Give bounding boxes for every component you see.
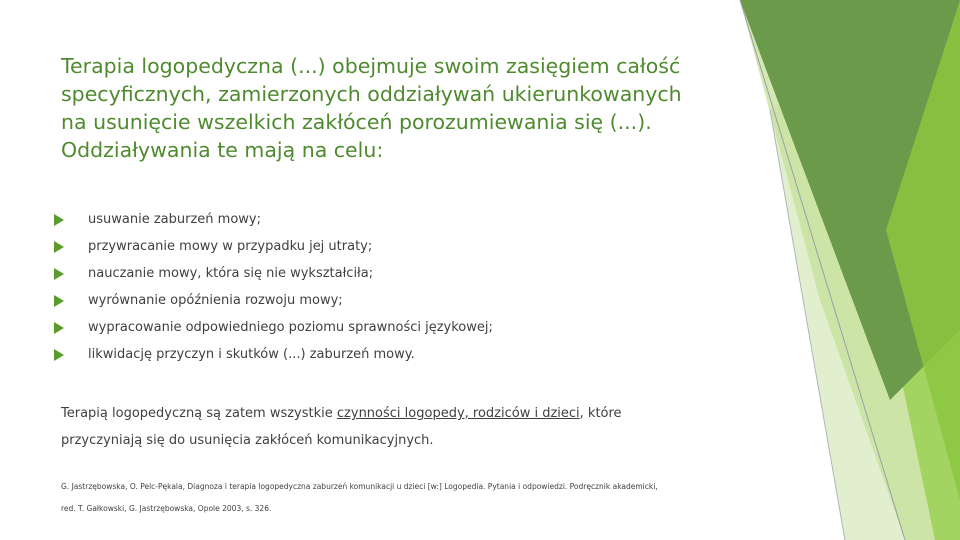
paragraph-line: przyczyniają się do usunięcia zakłóceń komunikacyjnych. [61,433,434,448]
arrow-bullet-icon [54,268,64,280]
slide-title [61,52,741,164]
summary-paragraph [61,400,761,454]
title-line: Oddziaływania te mają na celu: [61,138,384,162]
bullet-item [54,233,774,260]
bullet-list [54,206,774,368]
title-line: Terapia logopedyczna (...) obejmuje swoim zasięgiem całość [61,54,681,78]
deco-mid-sliver [886,0,960,500]
arrow-bullet-icon [54,214,64,226]
bullet-item [54,314,774,341]
bullet-text: usuwanie zaburzeń mowy; [88,212,261,227]
deco-pale-triangle [770,0,960,540]
paragraph-line [61,400,761,427]
arrow-bullet-icon [54,295,64,307]
paragraph-text: , które [579,406,622,421]
citation [61,476,781,520]
paragraph-text: Terapią logopedyczną są zatem wszystkie [61,406,337,421]
bullet-item [54,206,774,233]
arrow-bullet-icon [54,322,64,334]
bullet-item [54,341,774,368]
bullet-text: wypracowanie odpowiedniego poziomu sprawności językowej; [88,320,493,335]
title-line: na usunięcie wszelkich zakłóceń porozumiewania się (...). [61,110,652,134]
bullet-text: przywracanie mowy w przypadku jej utraty; [88,239,373,254]
arrow-bullet-icon [54,349,64,361]
bullet-text: nauczanie mowy, która się nie wykształciła; [88,266,374,281]
bullet-item [54,287,774,314]
arrow-bullet-icon [54,241,64,253]
deco-line-2 [770,110,845,540]
bullet-text: wyrównanie opóźnienia rozwoju mowy; [88,293,343,308]
citation-line: G. Jastrzębowska, O. Pelc-Pękala, Diagnoza i terapia logopedyczna zaburzeń komunikacji u dzieci [w:] Logopedia. Pytania i odpowiedzi. Podręcznik akademicki, [61,482,658,491]
bullet-item [54,260,774,287]
title-line: specyficznych, zamierzonych oddziaływań ukierunkowanych [61,82,682,106]
citation-line: red. T. Gałkowski, G. Jastrzębowska, Opole 2003, s. 326. [61,504,272,513]
underlined-phrase: czynności logopedy, rodziców i dzieci [336,406,580,421]
bullet-text: likwidację przyczyn i skutków (...) zaburzeń mowy. [88,347,415,362]
deco-mid-triangle [845,0,960,540]
